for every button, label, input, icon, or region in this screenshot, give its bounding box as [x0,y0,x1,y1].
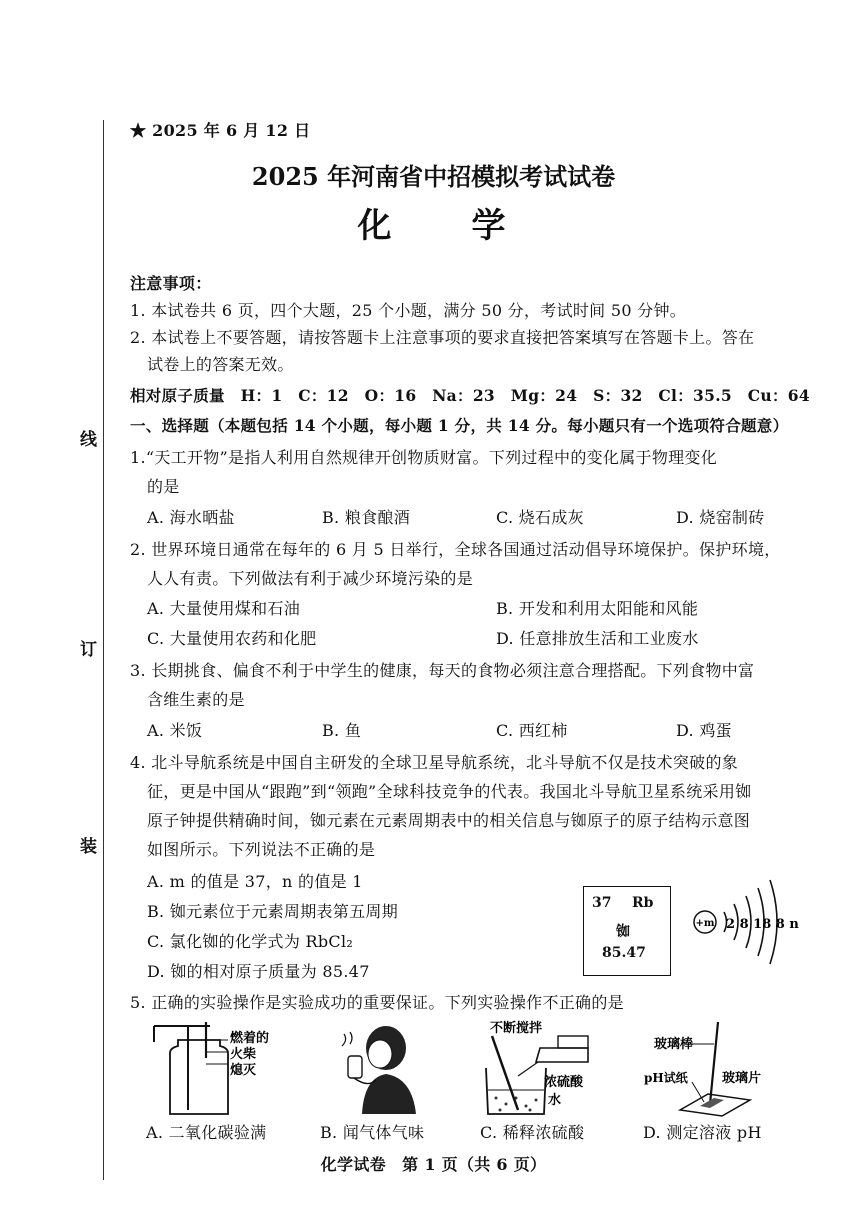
q4-stem-line-1: 4. 北斗导航系统是中国自主研发的全球卫星导航系统，北斗导航不仅是技术突破的象 [130,753,739,772]
notice-heading: 注意事项： [130,274,212,293]
q3-option-c: C. 西红柿 [496,721,568,740]
section-1-heading: 一、选择题（本题包括 14 个小题，每小题 1 分，共 14 分。每小题只有一个选项符合题意） [130,416,789,435]
figure-d-label-3: 玻璃片 [722,1071,762,1086]
glass-rod [710,1022,718,1104]
side-mark-ding: 订 [80,640,97,660]
exam-title: 2025 年河南省中招模拟考试试卷 [251,162,616,191]
notice-item-2-line-2: 试卷上的答案无效。 [147,355,294,374]
figure-a-label-3: 熄灭 [230,1063,257,1078]
page-footer: 化学试卷 第 1 页（共 6 页） [320,1155,547,1174]
side-mark-zhuang: 装 [80,837,97,857]
rubidium-atom-diagram [690,872,800,972]
q1-option-c: C. 烧石成灰 [496,508,584,527]
atomic-mass-line: 相对原子质量 H：1 C：12 O：16 Na：23 Mg：24 S：32 Cl：35.5 Cu：64 [130,386,810,405]
q3-option-a: A. 米饭 [147,721,203,740]
figure-c-dilution [478,1018,618,1118]
q2-option-c: C. 大量使用农药和化肥 [147,629,317,648]
q3-stem-line-1: 3. 长期挑食、偏食不利于中学生的健康，每天的食物必须注意合理搭配。下列食物中富 [130,661,755,680]
q1-stem-line-2: 的是 [147,477,180,496]
q2-option-b: B. 开发和利用太阳能和风能 [496,599,699,618]
figure-d-label-2: pH试纸 [644,1071,688,1085]
figure-a-co2-bottle [140,1018,290,1118]
figure-a-label-1: 燃着的 [230,1031,270,1046]
figure-d-ph-test [640,1018,790,1118]
q4-option-a: A. m 的值是 37，n 的值是 1 [147,872,363,891]
figure-a-label-2: 火柴 [230,1047,257,1062]
electron-shell-numbers: 2 8 18 8 n [726,917,799,932]
q3-stem-line-2: 含维生素的是 [147,690,245,709]
q1-option-a: A. 海水晒盐 [147,508,235,527]
figure-c-label-1: 不断搅拌 [490,1021,543,1036]
figure-c-label-2: 浓硫酸 [544,1075,584,1090]
q2-stem-line-1: 2. 世界环境日通常在每年的 6 月 5 日举行，全球各国通过活动倡导环境保护。保护环境， [130,540,781,559]
q4-option-c: C. 氯化铷的化学式为 RbCl₂ [147,932,354,951]
figure-d-label-1: 玻璃棒 [654,1037,694,1052]
notice-item-1: 1. 本试卷共 6 页，四个大题，25 个小题，满分 50 分，考试时间 50 分钟。 [130,301,687,320]
acid-bottle [536,1048,588,1062]
q5-caption-d: D. 测定溶液 pH [643,1123,762,1142]
nucleus-label: +m [695,918,715,929]
notice-item-2-line-1: 2. 本试卷上不要答题，请按答题卡上注意事项的要求直接把答案填写在答题卡上。答在 [130,328,755,347]
figure-c-label-3: 水 [548,1093,562,1108]
q2-option-a: A. 大量使用煤和石油 [147,599,301,618]
q5-caption-c: C. 稀释浓硫酸 [480,1123,585,1142]
side-mark-xian: 线 [80,430,97,450]
subject-title: 化 学 [357,206,510,246]
q3-option-d: D. 鸡蛋 [676,721,732,740]
gas-bottle [348,1056,362,1078]
q4-stem-line-4: 如图所示。下列说法不正确的是 [147,840,376,859]
q3-option-b: B. 鱼 [322,721,362,740]
q4-option-b: B. 铷元素位于元素周期表第五周期 [147,902,399,921]
q1-option-b: B. 粮食酿酒 [322,508,411,527]
element-symbol: Rb [632,895,654,911]
q2-stem-line-2: 人人有责。下列做法有利于减少环境污染的是 [147,569,474,588]
exam-date: ★ 2025 年 6 月 12 日 [130,121,311,140]
q1-option-d: D. 烧窑制砖 [676,508,765,527]
q1-stem-line-1: 1.“天工开物”是指人利用自然规律开创物质财富。下列过程中的变化属于物理变化 [130,448,718,467]
element-atomic-mass: 85.47 [602,945,646,961]
binding-margin-line [103,120,104,1180]
q4-option-d: D. 铷的相对原子质量为 85.47 [147,962,370,981]
rubidium-element-card [583,886,671,976]
q2-option-d: D. 任意排放生活和工业废水 [496,629,699,648]
element-name: 铷 [616,924,630,940]
q4-stem-line-3: 原子钟提供精确时间，铷元素在元素周期表中的相关信息与铷原子的原子结构示意图 [147,811,751,830]
figure-b-smelling-gas [324,1018,434,1118]
element-atomic-number: 37 [592,895,612,911]
q4-stem-line-2: 征，更是中国从“跟跑”到“领跑”全球科技竞争的代表。我国北斗导航卫星系统采用铷 [147,782,752,801]
q5-caption-b: B. 闻气体气味 [320,1123,425,1142]
q5-caption-a: A. 二氧化碳验满 [146,1123,267,1142]
q5-stem-line-1: 5. 正确的实验操作是实验成功的重要保证。下列实验操作不正确的是 [130,993,624,1012]
